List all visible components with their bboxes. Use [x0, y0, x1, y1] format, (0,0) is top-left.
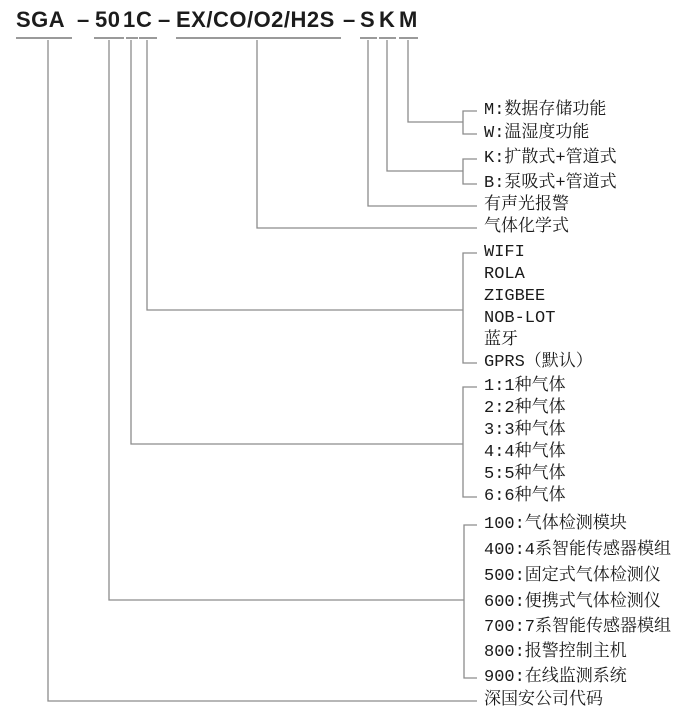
underline-series-digits — [94, 37, 124, 39]
model-gas-formula: EX/CO/O2/H2S — [176, 7, 335, 32]
connector-product-series — [109, 40, 464, 600]
label-gas-count-1: 1:1种气体 — [484, 377, 566, 396]
bracket-gas-count — [463, 387, 477, 497]
label-series-700: 700:7系智能传感器模组 — [484, 618, 672, 637]
bracket-sampling — [463, 159, 477, 184]
label-alarm: 有声光报警 — [484, 196, 569, 215]
underline-alarm-code — [360, 37, 377, 39]
model-alarm-code: S — [360, 7, 376, 32]
label-gas-count-6: 6:6种气体 — [484, 487, 566, 506]
underline-sampling-code — [379, 37, 396, 39]
label-gas-count-5: 5:5种气体 — [484, 465, 566, 484]
label-comm-wifi: WIFI — [484, 243, 525, 262]
dash-1: – — [77, 7, 90, 32]
connector-communication — [147, 40, 463, 310]
label-gas-formula: 气体化学式 — [484, 218, 569, 237]
underline-comm-code — [139, 37, 157, 39]
label-sampling-b: B:泵吸式+管道式 — [484, 174, 617, 193]
label-comm-zigbee: ZIGBEE — [484, 287, 546, 306]
label-comm-rola: ROLA — [484, 265, 525, 284]
label-comm-gprs: GPRS（默认） — [484, 353, 593, 372]
label-gas-count-3: 3:3种气体 — [484, 421, 566, 440]
label-series-400: 400:4系智能传感器模组 — [484, 541, 672, 560]
model-sampling-code: K — [379, 7, 396, 32]
dash-2: – — [158, 7, 171, 32]
dash-3: – — [343, 7, 356, 32]
bracket-communication — [463, 253, 477, 363]
connector-function — [408, 40, 463, 122]
label-comm-bluetooth: 蓝牙 — [484, 331, 518, 350]
label-series-500: 500:固定式气体检测仪 — [484, 567, 661, 586]
label-function-w: W:温湿度功能 — [484, 124, 590, 143]
label-function-m: M:数据存储功能 — [484, 101, 607, 120]
model-comm-code: C — [136, 7, 153, 32]
connector-alarm — [368, 40, 477, 206]
label-gas-count-4: 4:4种气体 — [484, 443, 566, 462]
underline-gas-count — [126, 37, 138, 39]
model-function-code: M — [399, 7, 418, 32]
connector-gas-formula — [257, 40, 477, 228]
connector-company-code — [48, 40, 477, 701]
underline-function-code — [399, 37, 418, 39]
model-gas-count-digit: 1 — [123, 7, 136, 32]
label-series-800: 800:报警控制主机 — [484, 643, 627, 662]
label-gas-count-2: 2:2种气体 — [484, 399, 566, 418]
bracket-function — [463, 111, 477, 134]
connector-sampling — [387, 40, 463, 171]
label-series-900: 900:在线监测系统 — [484, 668, 627, 687]
underline-gas-formula — [176, 37, 341, 39]
label-series-100: 100:气体检测模块 — [484, 515, 627, 534]
underline-prefix — [16, 37, 72, 39]
model-series-digits: 50 — [95, 7, 121, 32]
label-company-code: 深国安公司代码 — [484, 691, 603, 710]
bracket-product-series — [464, 525, 477, 678]
label-series-600: 600:便携式气体检测仪 — [484, 593, 661, 612]
model-prefix: SGA — [16, 7, 66, 32]
connector-gas-count — [131, 40, 463, 444]
label-comm-nob-lot: NOB-LOT — [484, 309, 556, 328]
label-sampling-k: K:扩散式+管道式 — [484, 149, 617, 168]
